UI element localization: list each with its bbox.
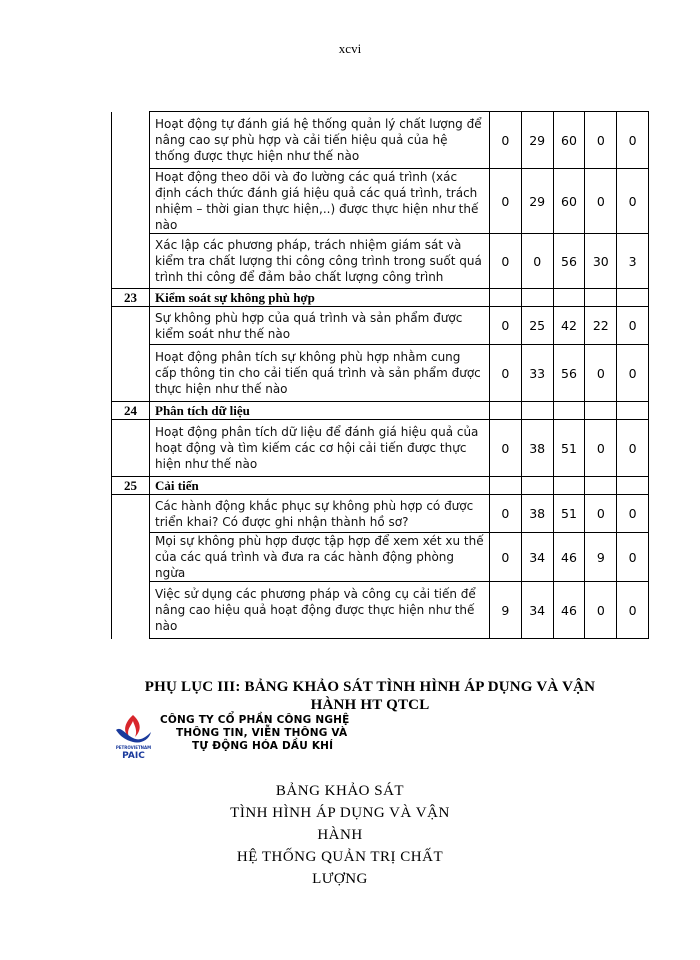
- survey-title-line-1: BẢNG KHẢO SÁT: [275, 783, 405, 799]
- section-empty-cell: [585, 289, 617, 307]
- row-number-cell: [112, 307, 150, 345]
- paic-logo: [111, 712, 156, 760]
- score-cell: 0: [617, 169, 649, 234]
- section-header-row: [112, 289, 649, 307]
- section-empty-cell: [553, 477, 585, 495]
- section-empty-cell: [521, 289, 553, 307]
- score-cell: 0: [585, 420, 617, 477]
- survey-title-line-2: TÌNH HÌNH ÁP DỤNG VÀ VẬN HÀNH: [230, 805, 450, 843]
- score-cell: 9: [490, 582, 522, 639]
- row-number-cell: [112, 234, 150, 289]
- question-text: Hoạt động tự đánh giá hệ thống quản lý chất lượng để nâng cao sự phù hợp và cải tiến hiệu quả của hệ thống được thực hiện như thế nào: [150, 112, 490, 169]
- company-line-3: TỰ ĐỘNG HÓA DẦU KHÍ: [192, 740, 334, 752]
- logo-brand-text: PAIC: [122, 751, 145, 760]
- row-number-cell: [112, 112, 150, 169]
- appendix-title: [100, 678, 640, 714]
- score-cell: 29: [521, 169, 553, 234]
- score-cell: 0: [585, 169, 617, 234]
- row-number-cell: [112, 533, 150, 582]
- score-cell: 3: [617, 234, 649, 289]
- table-row: [112, 307, 649, 345]
- section-number: 24: [112, 402, 150, 420]
- score-cell: 0: [490, 495, 522, 533]
- score-cell: 0: [490, 169, 522, 234]
- section-empty-cell: [490, 289, 522, 307]
- score-cell: 9: [585, 533, 617, 582]
- section-empty-cell: [553, 289, 585, 307]
- company-line-2: THÔNG TIN, VIỄN THÔNG VÀ: [176, 727, 348, 739]
- table-row: [112, 169, 649, 234]
- section-empty-cell: [617, 477, 649, 495]
- question-text: Sự không phù hợp của quá trình và sản phẩm được kiểm soát như thế nào: [150, 307, 490, 345]
- score-cell: 0: [585, 345, 617, 402]
- appendix-title-line-2: HÀNH HT QTCL: [310, 697, 430, 713]
- table-row: [112, 112, 649, 169]
- row-number-cell: [112, 169, 150, 234]
- score-cell: 34: [521, 582, 553, 639]
- row-number-cell: [112, 495, 150, 533]
- score-cell: 0: [617, 495, 649, 533]
- row-number-cell: [112, 582, 150, 639]
- question-text: Các hành động khắc phục sự không phù hợp có được triển khai? Có được ghi nhận thành hồ sơ?: [150, 495, 490, 533]
- score-cell: 30: [585, 234, 617, 289]
- table-row: [112, 420, 649, 477]
- appendix-title-line-1: PHỤ LỤC III: BẢNG KHẢO SÁT TÌNH HÌNH ÁP DỤNG VÀ VẬN: [144, 679, 596, 695]
- section-title: Kiểm soát sự không phù hợp: [150, 289, 490, 307]
- company-name: [160, 714, 360, 753]
- section-empty-cell: [617, 402, 649, 420]
- survey-title: [210, 780, 470, 890]
- score-cell: 0: [585, 112, 617, 169]
- question-text: Hoạt động phân tích sự không phù hợp nhằm cung cấp thông tin cho cải tiến quá trình và sản phẩm được thực hiện như thế nào: [150, 345, 490, 402]
- table-row: [112, 345, 649, 402]
- score-cell: 0: [617, 307, 649, 345]
- score-cell: 0: [490, 533, 522, 582]
- score-cell: 60: [553, 169, 585, 234]
- score-cell: 0: [585, 582, 617, 639]
- table-row: [112, 582, 649, 639]
- score-cell: 0: [490, 420, 522, 477]
- company-line-1: CÔNG TY CỔ PHẦN CÔNG NGHỆ: [160, 714, 350, 726]
- section-empty-cell: [521, 477, 553, 495]
- score-cell: 0: [490, 112, 522, 169]
- section-header-row: [112, 402, 649, 420]
- section-empty-cell: [617, 289, 649, 307]
- question-text: Hoạt động phân tích dữ liệu để đánh giá hiệu quả của hoạt động và tìm kiếm các cơ hội cải tiến được thực hiện như thế nào: [150, 420, 490, 477]
- question-text: Mọi sự không phù hợp được tập hợp để xem xét xu thế của các quá trình và đưa ra các hành động phòng ngừa: [150, 533, 490, 582]
- score-cell: 0: [490, 307, 522, 345]
- section-empty-cell: [490, 477, 522, 495]
- score-cell: 42: [553, 307, 585, 345]
- section-title: Cải tiến: [150, 477, 490, 495]
- score-cell: 29: [521, 112, 553, 169]
- table-row: [112, 234, 649, 289]
- row-number-cell: [112, 345, 150, 402]
- score-cell: 0: [490, 345, 522, 402]
- score-cell: 0: [617, 345, 649, 402]
- score-cell: 60: [553, 112, 585, 169]
- section-empty-cell: [490, 402, 522, 420]
- score-cell: 0: [617, 112, 649, 169]
- score-cell: 0: [490, 234, 522, 289]
- score-cell: 56: [553, 345, 585, 402]
- section-number: 23: [112, 289, 150, 307]
- section-empty-cell: [553, 402, 585, 420]
- score-cell: 0: [617, 420, 649, 477]
- score-cell: 51: [553, 420, 585, 477]
- page-number: xcvi: [338, 41, 362, 56]
- section-title: Phân tích dữ liệu: [150, 402, 490, 420]
- score-cell: 46: [553, 533, 585, 582]
- survey-results-table: [111, 111, 649, 639]
- section-header-row: [112, 477, 649, 495]
- row-number-cell: [112, 420, 150, 477]
- table-row: [112, 495, 649, 533]
- score-cell: 33: [521, 345, 553, 402]
- section-number: 25: [112, 477, 150, 495]
- score-cell: 51: [553, 495, 585, 533]
- score-cell: 38: [521, 495, 553, 533]
- score-cell: 25: [521, 307, 553, 345]
- score-cell: 0: [617, 533, 649, 582]
- question-text: Việc sử dụng các phương pháp và công cụ cải tiến để nâng cao hiệu quả hoạt động được thực hiện như thế nào: [150, 582, 490, 639]
- survey-title-line-3: HỆ THỐNG QUẢN TRỊ CHẤT LƯỢNG: [236, 849, 444, 887]
- question-text: Hoạt động theo dõi và đo lường các quá trình (xác định cách thức đánh giá hiệu quả các quá trình, trách nhiệm – thời gian thực hiện,..) được thực hiện như thế nào: [150, 169, 490, 234]
- score-cell: 0: [585, 495, 617, 533]
- question-text: Xác lập các phương pháp, trách nhiệm giám sát và kiểm tra chất lượng thi công công trình trong suốt quá trình thi công để đảm bảo chất lượng công trình: [150, 234, 490, 289]
- table-row: [112, 533, 649, 582]
- section-empty-cell: [585, 477, 617, 495]
- score-cell: 34: [521, 533, 553, 582]
- score-cell: 0: [617, 582, 649, 639]
- logo-small-text: PETROVIETNAM: [115, 745, 152, 750]
- score-cell: 38: [521, 420, 553, 477]
- section-empty-cell: [521, 402, 553, 420]
- score-cell: 46: [553, 582, 585, 639]
- score-cell: 22: [585, 307, 617, 345]
- section-empty-cell: [585, 402, 617, 420]
- score-cell: 0: [521, 234, 553, 289]
- score-cell: 56: [553, 234, 585, 289]
